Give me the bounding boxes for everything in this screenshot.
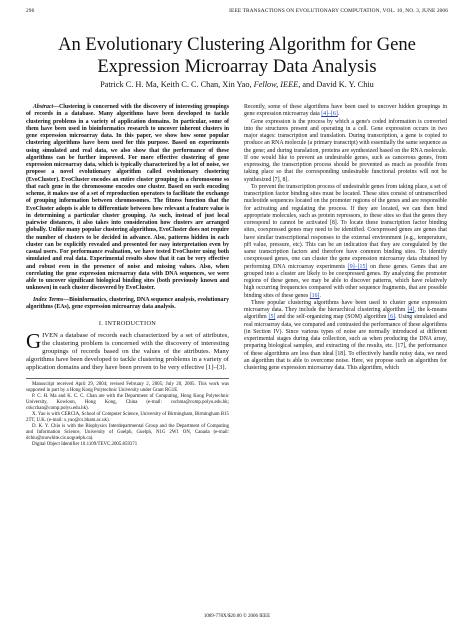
intro-smallcaps: IVEN bbox=[42, 332, 58, 340]
authors-fellow: Fellow, IEEE, bbox=[253, 80, 301, 89]
journal-name: IEEE TRANSACTIONS ON EVOLUTIONARY COMPUTATION, VOL. 10, NO. 3, JUNE 2006 bbox=[229, 8, 448, 14]
footnotes bbox=[26, 378, 229, 448]
authors-tail: and David K. Y. Chiu bbox=[302, 80, 374, 89]
text-run: on these genes. Genes that are grouped into a cluster are likely to be coexpressed genes. By analyzing the promoter regions of these genes, we may be able to discover patterns, which have relatively high occurring frequencies compared with other sequence fragments, that are possible binding sites of these genes bbox=[244, 263, 447, 299]
citation-link[interactable]: [6] bbox=[388, 314, 395, 321]
footnote-doi: Digital Object Identifier 10.1109/TEVC.2005.859371 bbox=[32, 442, 138, 448]
text-run: . Using simulated and real microarray data, we compared and contrasted the performance of these algorithms (in Section IV). Since various types of noise are normally introduced at different experimental stages during data collection, such as when producing the DNA array, preparing biological samples, and extracting of the results, etc. [17], the performance of these algorithms are less than ideal [18]. To effectively handle noisy data, we need an algorithm that is able to overcome noise. Here, we propose such an algorithm for clustering gene expression microarray data. This algorithm, which bbox=[244, 314, 447, 371]
right-column bbox=[244, 104, 447, 372]
text-run: . bbox=[337, 111, 340, 118]
right-paragraph-2: Gene expression is the process by which a gene's coded information is converted into the structures present and operating in a cell. Gene expression occurs in two major stages: transcription and translation. During transcription, a gene is copied to produce an RNA molecule (a primary transcript) with essentially the same sequence as the gene; and during translation, proteins are synthesized based on the RNA molecule. If one would like to prevent an undesirable genes, such as cancerous genes, from expressing, the transcription process should be prevented as much as possible from taking place so that the corresponding undesirable functional proteins will not be synthesized [7], 8]. bbox=[244, 118, 447, 183]
paper-title bbox=[20, 34, 454, 78]
index-terms-label: Index Terms— bbox=[33, 296, 70, 303]
copyright-line: 1089-778X/$20.00 © 2006 IEEE bbox=[203, 614, 271, 619]
title-line-2: Expression Microarray Data Analysis bbox=[97, 56, 377, 77]
author-line bbox=[20, 80, 454, 89]
citation-link[interactable]: [5] bbox=[268, 314, 276, 321]
text-run: Recently, some of these algorithms have been used to uncover hidden groupings in gene expression microarray data bbox=[244, 104, 447, 118]
footnote-yao: X. Yao is with CERCIA, School of Computer Science, University of Birmingham, Birmingham B15 2TT, U.K. (e-mail: x.yao@cs.bham.ac.uk). bbox=[26, 412, 229, 424]
text-run: and the self-organizing map (SOM) algorithm bbox=[275, 314, 389, 321]
right-paragraph-3 bbox=[244, 184, 447, 300]
footnote-ma-chan: P. C. H. Ma and K. C. C. Chan are with the Department of Computing, Hong Kong Polytechnic University, Kowloon, Hong Kong, China (e-mail: cschma@comp.polyu.edu.hk; cskcchan@comp.polyu.edu.hk). bbox=[26, 394, 229, 412]
text-run: , the k-means algorithm bbox=[244, 307, 447, 321]
text-run: Three popular clustering algorithms have been used to cluster gene expression microarray data. They include the hierarchical clustering algorithm bbox=[244, 299, 447, 313]
text-run: To prevent the transcription process of undesirable genes from taking place, a set of transcription factor binding sites must be located. These sites consist of untranscribed nucleotide sequences located on the promoter regions of the genes and are responsible for activating and regulating the process. If they are located, we can then bind appropriate molecules, such as protein repressors, to these sites so that the genes they correspond to cannot be activated [8]. To locate these transcription factor binding sites, coexpressed genes may need to be identified. Coexpressed genes are genes that have similar transcriptional responses to the external environment (e.g., temperature, pH value, pressure, etc). This can be an indication that they are coregulated by the same transcription factors and therefore have common binding sites. To identify coexpressed genes, one can cluster the gene expression microarray data obtained by performing DNA microarray experiments bbox=[244, 183, 447, 270]
authors-names: Patrick C. H. Ma, Keith C. C. Chan, Xin Yao, bbox=[100, 80, 252, 89]
abstract-label: Abstract— bbox=[33, 104, 59, 110]
running-header bbox=[26, 8, 448, 18]
page-number: 296 bbox=[26, 8, 35, 14]
footnote-manuscript: Manuscript received April 29, 2004; revised February 2, 2005; July 20, 2005. This work was supported in part by a Hong Kong Polytechnic University under Grant RG1E. bbox=[26, 382, 229, 394]
footnote-chiu: D. K. Y. Chiu is with the Biophysics Interdepartmental Group and the Department of Computing and Information Science, University of Guelph, Guelph, N1G 2W1 ON, Canada (e-mail: dchiu@snowhite.cis.uoguelph.ca). bbox=[26, 424, 229, 442]
drop-cap: G bbox=[26, 329, 42, 354]
left-column bbox=[26, 104, 229, 448]
text-run: . bbox=[319, 292, 321, 299]
citation-link[interactable]: [4] bbox=[407, 307, 415, 313]
abstract-text: Clustering is concerned with the discovery of interesting groupings of records in a database. Many algorithms have been developed to tackle clustering problems in a variety of application domains. In particular, some of them have been used in bioinformatics research to uncover inherent clusters in gene expression microarray data. In this paper, we show how some popular clustering algorithms have been used for this purpose. Based on experiments using simulated and real data, we also show that the performance of these algorithms can be further improved. For more effective clustering of gene expression microarray data, which is typically characterized by a lot of noise, we propose a novel evolutionary algorithm called evolutionary clustering (EvoCluster). EvoCluster encodes an entire cluster grouping in a chromosome so that each gene in the chromosome encodes one cluster. Based on such encoding scheme, it makes use of a set of reproduction operators to facilitate the exchange of grouping information between chromosomes. The fitness function that the EvoCluster adopts is able to differentiate between how relevant a feature value is in determining a particular cluster grouping. As such, instead of just local pairwise distances, it also takes into consideration how clusters are arranged globally. Unlike many popular clustering algorithms, EvoCluster does not require the number of clusters to be decided in advance. Also, patterns hidden in each cluster can be explicitly revealed and presented for easy interpretation even by casual users. For performance evaluation, we have tested EvoCluster using both simulated and real data. Experimental results show that it can be very effective and robust even in the presence of noise and missing values. Also, when correlating the gene expression microarray data with DNA sequences, we were able to uncover significant biological binding sites (both previously known and unknown) in each cluster discovered by EvoCluster. bbox=[26, 104, 229, 292]
right-paragraph-1 bbox=[244, 104, 447, 119]
intro-text: a database of records each characterized by a set of attributes, the clustering problem is concerned with the discovery of interesting groupings of records based on the values of the attributes. Many algorithms have been developed to tackle clustering problems in a variety of application domains and they have been proven to be very effective [1]–[3]. bbox=[26, 332, 229, 372]
title-line-1: An Evolutionary Clustering Algorithm for Gene bbox=[58, 34, 416, 55]
section-heading: I. INTRODUCTION bbox=[98, 320, 157, 327]
citation-link[interactable]: [4]–[6] bbox=[321, 111, 338, 118]
right-paragraph-4 bbox=[244, 300, 447, 373]
abstract bbox=[26, 104, 229, 293]
index-terms-text: Bioinformatics, clustering, DNA sequence analysis, evolutionary algorithms (EAs), gene expression microarray data analysis. bbox=[26, 296, 229, 310]
citation-link[interactable]: [9]–[15] bbox=[347, 263, 368, 270]
index-terms bbox=[26, 297, 229, 312]
citation-link[interactable]: [16] bbox=[309, 292, 320, 299]
intro-paragraph bbox=[26, 329, 229, 372]
